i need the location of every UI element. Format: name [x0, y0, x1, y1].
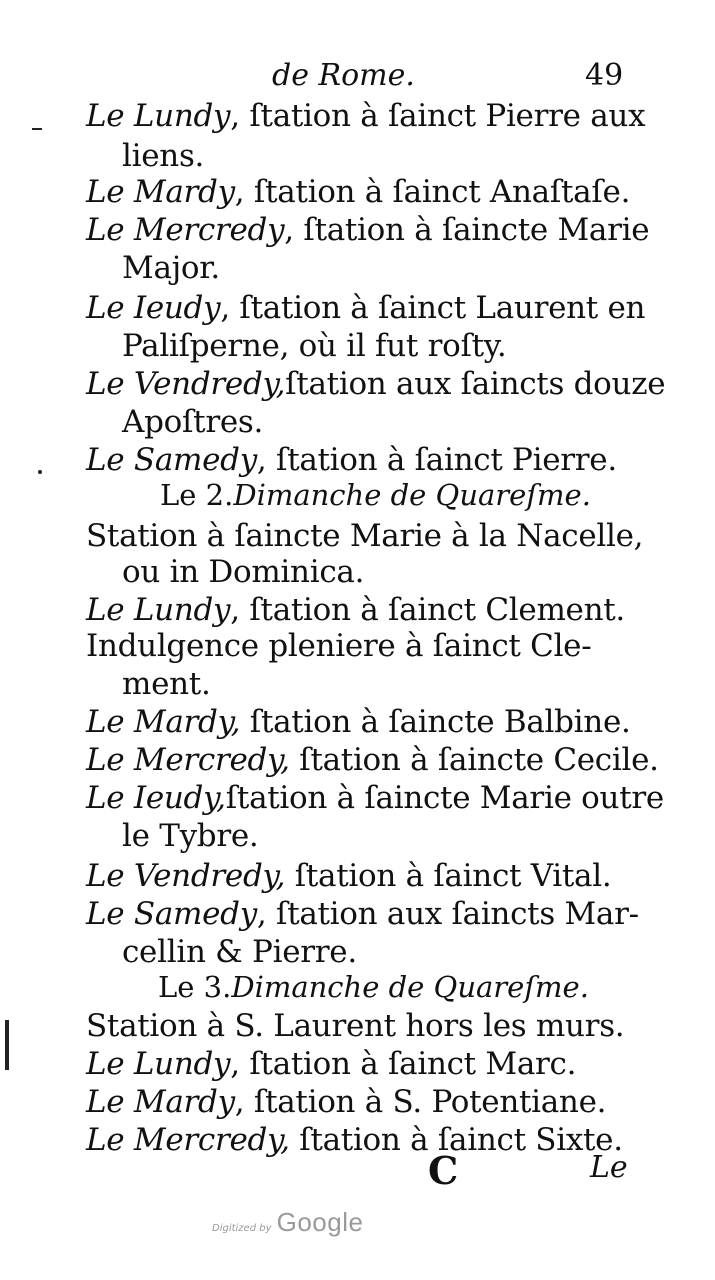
signature-mark: C	[428, 1148, 459, 1193]
day-name: Le Vendredy,	[86, 858, 286, 894]
station-text: , ſtation à ſainct Pierre.	[256, 442, 617, 478]
station-line	[86, 98, 645, 134]
continuation-line: Major.	[122, 250, 220, 286]
continuation-line: cellin & Pierre.	[122, 934, 357, 970]
station-line	[86, 174, 630, 210]
station-line	[86, 1122, 623, 1158]
continuation-line: Paliſperne, où il fut roſty.	[122, 328, 507, 364]
station-text: , ſtation aux ſaincts Mar-	[256, 896, 639, 932]
day-name: Le Mardy,	[86, 704, 241, 740]
watermark-brand: Google	[276, 1207, 364, 1237]
station-line	[86, 704, 631, 740]
station-line	[86, 1046, 576, 1082]
page-number: 49	[585, 58, 624, 93]
catchword: Le	[590, 1150, 628, 1185]
station-line	[86, 896, 639, 932]
station-line	[86, 1084, 606, 1120]
continuation-line: ment.	[122, 666, 211, 702]
day-name: Le Lundy	[86, 98, 231, 134]
continuation-line: le Tybre.	[122, 818, 259, 854]
station-text: ſtation à ſaincte Marie outre	[225, 780, 664, 816]
station-line	[86, 858, 611, 894]
day-name: Le Mercredy,	[86, 742, 290, 778]
station-text: , ſtation à ſainct Clement.	[230, 592, 625, 628]
day-name: Le Lundy	[86, 592, 231, 628]
day-name: Le Samedy	[86, 896, 257, 932]
station-line	[86, 780, 664, 816]
station-line	[86, 442, 617, 478]
day-name: Le Lundy	[86, 1046, 231, 1082]
section-heading	[160, 478, 591, 512]
heading-title: Dimanche de Quareſme.	[233, 478, 591, 512]
station-text: , ſtation à ſaincte Marie	[284, 212, 650, 248]
watermark-prefix: Digitized by	[212, 1223, 272, 1234]
continuation-line: ou in Dominica.	[122, 554, 365, 590]
station-line	[86, 742, 659, 778]
day-name: Le Mercredy,	[86, 1122, 290, 1158]
station-text: ſtation aux ſaincts douze	[285, 366, 666, 402]
running-head-title: de Rome.	[272, 58, 415, 93]
station-text: , ſtation à ſainct Anaſtaſe.	[234, 174, 631, 210]
section-heading	[158, 970, 589, 1004]
station-line	[86, 592, 625, 628]
heading-prefix: Le 2.	[160, 478, 234, 512]
station-text: ſtation à ſaincte Balbine.	[240, 704, 631, 740]
margin-dash	[32, 128, 42, 130]
day-name: Le Vendredy,	[86, 366, 286, 402]
station-text: , ſtation à ſainct Laurent en	[220, 290, 646, 326]
text-line: Indulgence pleniere à ſainct Cle-	[86, 628, 592, 664]
station-text: ſtation à ſainct Vital.	[285, 858, 612, 894]
station-text: , ſtation à ſainct Pierre aux	[230, 98, 646, 134]
station-text: ſtation à ſaincte Cecile.	[289, 742, 659, 778]
station-line	[86, 366, 665, 402]
heading-title: Dimanche de Quareſme.	[231, 970, 589, 1004]
day-name: Le Ieudy,	[86, 780, 226, 816]
text-line: Station à S. Laurent hors les murs.	[86, 1008, 625, 1044]
day-name: Le Samedy	[86, 442, 257, 478]
margin-mark	[5, 1020, 9, 1070]
station-line	[86, 212, 649, 248]
continuation-line: Apoſtres.	[122, 404, 264, 440]
day-name: Le Mardy	[86, 174, 235, 210]
continuation-line: liens.	[122, 138, 205, 174]
margin-dot	[38, 470, 42, 474]
day-name: Le Mercredy	[86, 212, 285, 248]
text-line: Station à ſaincte Marie à la Nacelle,	[86, 518, 644, 554]
station-line	[86, 290, 645, 326]
heading-prefix: Le 3.	[158, 970, 232, 1004]
station-text: ſtation à ſainct Sixte.	[289, 1122, 623, 1158]
day-name: Le Ieudy	[86, 290, 221, 326]
station-text: , ſtation à S. Potentiane.	[234, 1084, 607, 1120]
running-head	[272, 58, 415, 94]
digitized-watermark	[212, 1207, 363, 1238]
day-name: Le Mardy	[86, 1084, 235, 1120]
station-text: , ſtation à ſainct Marc.	[230, 1046, 577, 1082]
